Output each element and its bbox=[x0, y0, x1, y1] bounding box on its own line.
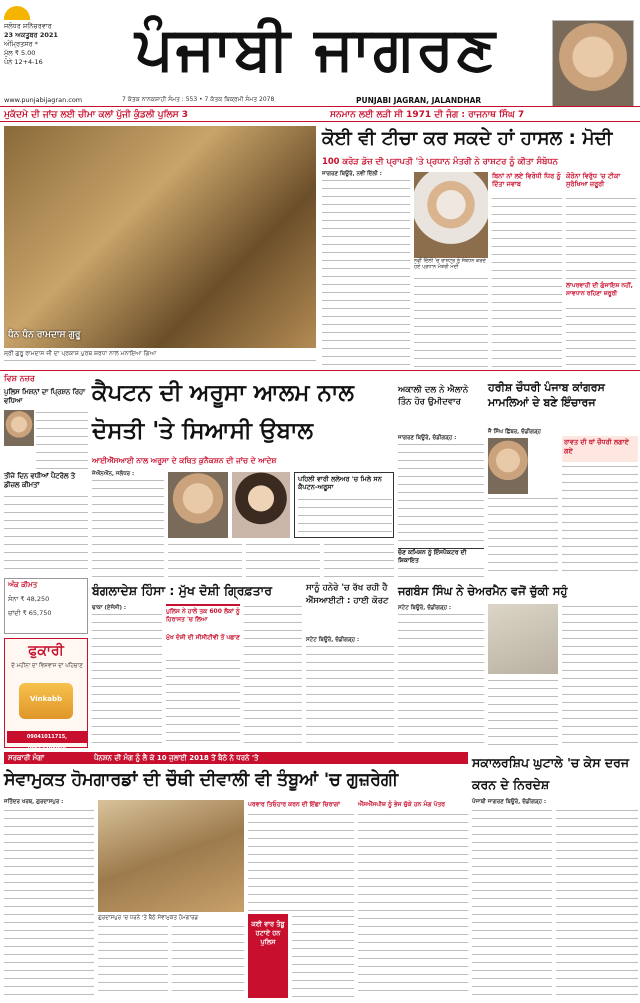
modi-body-col2 bbox=[414, 276, 488, 368]
modi-body-col3 bbox=[492, 196, 562, 368]
bangladesh-bullets bbox=[166, 604, 240, 656]
modi-headline: ਕੋਈ ਵੀ ਟੀਚਾ ਕਰ ਸਕਦੇ ਹਾਂ ਹਾਸਲ : ਮੋਦੀ bbox=[322, 128, 613, 149]
website-link[interactable]: www.punjabijagran.com bbox=[4, 96, 83, 104]
jagbans-body-col1 bbox=[398, 612, 484, 748]
scholarship-headline: ਸਕਾਲਰਸ਼ਿਪ ਘੁਟਾਲੇ 'ਚ ਕੇਸ ਦਰਜ ਕਰਨ ਦੇ ਨਿਰਦੇਸ਼ bbox=[472, 755, 630, 792]
homeguards-dateline: ਜਤਿੰਦਰ ਖਰਬ, ਗੁਰਦਾਸਪੁਰ : bbox=[4, 799, 64, 805]
homeguards-body-col5 bbox=[292, 914, 354, 998]
aroosa-dateline: ਜੇਐੱਨਐੱਨ, ਜਲੰਧਰ : bbox=[92, 471, 135, 477]
bangladesh-dateline: ਢਾਕਾ (ਏਜੰਸੀ) : bbox=[92, 605, 127, 611]
ad-box[interactable] bbox=[4, 638, 88, 752]
homeguards-sub2: ਐੱਸਐੱਸਪੀਜ਼ ਨੂੰ ਭੇਜ ਚੁੱਕੇ ਹਨ ਮੰਗ ਪੱਤਰ bbox=[358, 801, 446, 808]
side-item-1-photo bbox=[4, 410, 34, 446]
modi-side-3: ਲਾਪਰਵਾਹੀ ਦੀ ਗੁੰਜਾਇਸ਼ ਨਹੀਂ, ਸਾਵਧਾਨ ਰਹਿਣਾ ਜ਼ਰੂਰੀ bbox=[566, 282, 633, 297]
harish-box-title: ਰਾਵਤ ਦੀ ਥਾਂ ਚੌਧਰੀ ਲਗਾਏ ਗਏ bbox=[564, 438, 629, 455]
jagbans-body-col2 bbox=[488, 678, 558, 748]
aroosa-subhead: ਆਈਐੱਸਆਈ ਨਾਲ ਅਰੂਸਾ ਦੇ ਕਥਿਤ ਕੁਨੈਕਸ਼ਨ ਦੀ ਜਾਂਚ ਦੇ ਆਦੇਸ਼ bbox=[92, 456, 277, 465]
masthead-title: ਪੰਜਾਬੀ ਜਾਗਰਣ bbox=[135, 14, 497, 84]
modi-body-col1 bbox=[322, 178, 410, 368]
aroosa-body-col1 bbox=[92, 478, 164, 578]
bangladesh-headline: ਬੰਗਲਾਦੇਸ਼ ਹਿੰਸਾ : ਮੁੱਖ ਦੋਸ਼ੀ ਗ੍ਰਿਫ਼ਤਾਰ bbox=[92, 583, 272, 598]
homeguards-body-col2 bbox=[98, 924, 168, 998]
gold-price: ਸੋਨਾ ₹ 48,250 bbox=[8, 595, 50, 603]
teaser-2[interactable]: ਸਨਮਾਨ ਲਈ ਲੜੀ ਸੀ 1971 ਦੀ ਜੰਗ : ਰਾਜਨਾਥ ਸਿੰਘ 7 bbox=[330, 110, 525, 120]
akali-body bbox=[398, 442, 484, 546]
harish-box bbox=[562, 436, 638, 462]
masthead bbox=[0, 0, 640, 120]
divider bbox=[0, 370, 640, 371]
modi-photo-caption: ਨਵੀਂ ਦਿੱਲੀ 'ਚ ਰਾਸ਼ਟਰ ਨੂੰ ਸੰਬੋਧਨ ਕਰਦੇ ਹੋਏ ਪ੍ਰਧਾਨ ਮੰਤਰੀ ਮੋਦੀ bbox=[414, 258, 486, 270]
side-column-label: ਵਿਸ਼ ਨਜ਼ਰ bbox=[4, 374, 35, 383]
harish-body-col2 bbox=[562, 464, 638, 578]
aroosa-body-col3 bbox=[246, 542, 320, 578]
captain-photo bbox=[168, 472, 228, 538]
homeguards-label: ਸਰਕਾਰੀ ਮੰਗਾਂ bbox=[8, 754, 45, 762]
homeguards-strap bbox=[4, 752, 468, 764]
modi-side-2: ਕੋਰੋਨਾ ਵਿਰੁੱਧ 'ਚ ਟੀਕਾ ਸੁਰੱਖਿਆ ਜ਼ਰੂਰੀ bbox=[566, 172, 621, 188]
scholarship-body-col2 bbox=[556, 808, 638, 998]
bangladesh-body-col2 bbox=[166, 658, 240, 748]
akali-headline: ਅਕਾਲੀ ਦਲ ਨੇ ਐਲਾਨੇ ਤਿੰਨ ਹੋਰ ਉਮੀਦਵਾਰ bbox=[398, 385, 469, 407]
ad-brand: ਫੁਕਾਰੀ bbox=[28, 643, 64, 659]
scholarship-dateline: ਪੰਜਾਬੀ ਜਾਗਰਣ ਬਿਊਰੋ, ਚੰਡੀਗੜ੍ਹ : bbox=[472, 799, 547, 805]
lead-photo-caption: ਧੰਨ ਧੰਨ ਰਾਮਦਾਸ ਗੁਰੂ bbox=[8, 330, 81, 340]
ad-product: Vinkabb bbox=[29, 695, 63, 703]
bangladesh-bullet-2: ਮੁੱਖ ਦੋਸ਼ੀ ਦੀ ਸੀਸੀਟੀਵੀ ਤੋਂ ਪਛਾਣ bbox=[166, 634, 240, 641]
homeguards-box-title: ਕਈ ਵਾਰ ਤੰਬੂ ਹਟਾਏ ਹਨ ਪੁਲਿਸ bbox=[251, 920, 285, 946]
aroosa-body-col4 bbox=[324, 542, 394, 578]
akali-box-text bbox=[398, 566, 484, 578]
homeguards-photo-caption: ਗੁਰਦਾਸਪੁਰ 'ਚ ਧਰਨੇ 'ਤੇ ਬੈਠੇ ਸੇਵਾਮੁਕਤ ਹੋਮਗਾਰਡ bbox=[98, 915, 199, 921]
silver-price: ਚਾਂਦੀ ₹ 65,750 bbox=[8, 609, 52, 617]
homeguards-sub1: ਪਰਵਾਰ ਤਿਓਹਾਰ ਕਰਨ ਦੀ ਇੱਛਾ ਚਿਰਾਗਾਂ bbox=[248, 801, 340, 808]
harish-photo bbox=[488, 438, 528, 494]
aroosa-headline: ਕੈਪਟਨ ਦੀ ਅਰੂਸਾ ਆਲਮ ਨਾਲ ਦੋਸਤੀ 'ਤੇ ਸਿਆਸੀ ਉਬਾਲ bbox=[92, 380, 354, 444]
akali-dateline: ਜਾਗਰਣ ਬਿਊਰੋ, ਚੰਡੀਗੜ੍ਹ : bbox=[398, 435, 457, 441]
side-item-2-text bbox=[4, 494, 88, 574]
homeguards-box bbox=[248, 914, 288, 998]
aroosa-box-text bbox=[298, 497, 392, 537]
market-label: ਅੰਕ ਕੀਮਤ bbox=[8, 581, 38, 589]
bangladesh-bullet-1: ਪੁਲਿਸ ਨੇ ਹਾਲੇ ਤਕ 600 ਲੋਕਾਂ ਨੂੰ ਹਿਰਾਸਤ 'ਚ ਲਿਆ bbox=[166, 608, 240, 623]
homeguards-body-col6 bbox=[358, 812, 468, 998]
homeguards-headline: ਸੇਵਾਮੁਕਤ ਹੋਮਗਾਰਡਾਂ ਦੀ ਚੌਥੀ ਦੀਵਾਲੀ ਵੀ ਤੰਬੂਆਂ 'ਚ ਗੁਜ਼ਰੇਗੀ bbox=[4, 770, 399, 790]
teaser-1[interactable]: ਮੁਕੱਦਮੇ ਦੀ ਜਾਂਚ ਲਈ ਚੀਮਾ ਕਲਾਂ ਪੁੱਜੀ ਕੁੰਡਲੀ ਪੁਲਿਸ 3 bbox=[4, 110, 188, 120]
lead-photo-text: ਸ੍ਰੀ ਗੁਰੂ ਰਾਮਦਾਸ ਜੀ ਦਾ ਪ੍ਰਕਾਸ਼ ਪੁਰਬ ਸ਼ਰਧਾ ਨਾਲ ਮਨਾਇਆ ਗਿਆ bbox=[4, 350, 157, 357]
ad-text: ਦੇ ਮਹੀਨਾ ਦਾ ਵਿਸ਼ਵਾਸ ਦਾ ਪਹਿਚਾਣ bbox=[11, 663, 83, 669]
aroosa-box-title: ਪਹਿਲੀ ਵਾਰੀ ਲਲੇਅਰ 'ਚ ਮਿਲੇ ਸਨ ਕੈਪਟਨ-ਅਰੂਸਾ bbox=[298, 475, 382, 491]
aroosa-body-col2 bbox=[168, 542, 242, 578]
homeguards-body-col1 bbox=[4, 808, 94, 998]
date-info: ਜਲੰਧਰ ਸ਼ਨਿੱਚਰਵਾਰ 23 ਅਕਤੂਬਰ 2021 ਅੰਮ੍ਰਿਤਸਰ * ਮੁੱਲ ₹ 5.00 ਪੰਨੇ 12+4-16 bbox=[4, 22, 58, 66]
homeguards-body-col4 bbox=[248, 812, 354, 912]
court-headline: ਸਾਨੂੰ ਹਨੇਰੇ 'ਚ ਰੱਖ ਰਹੀ ਹੈ ਐੱਸਆਈਟੀ : ਹਾਈ ਕੋਰਟ bbox=[306, 583, 389, 606]
teaser-strip bbox=[0, 106, 640, 122]
scholarship-body-col1 bbox=[472, 808, 552, 998]
ad-phone: 09041011715, 09653398908 bbox=[7, 731, 87, 743]
aroosa-photo bbox=[232, 472, 290, 538]
calendar-info: 7 ਕੱਤਕ ਨਾਨਕਸ਼ਾਹੀ ਸੰਮਤ : 553 • 7 ਕੱਤਕ ਬਿਕ੍ਰਮੀ ਸੰਮਤ 2078 bbox=[122, 96, 275, 103]
aroosa-box bbox=[294, 472, 394, 538]
court-body bbox=[306, 644, 394, 748]
jagbans-headline: ਜਗਬੰਸ ਸਿੰਘ ਨੇ ਚੇਅਰਮੈਨ ਵਜੋਂ ਚੁੱਕੀ ਸਹੁੰ bbox=[398, 584, 568, 598]
bangladesh-body-col3 bbox=[244, 604, 302, 748]
lead-photo-text-lines bbox=[4, 358, 316, 368]
harish-byline: ਜੈ ਸਿੰਘ ਛਿੱਬਰ, ਚੰਡੀਗੜ੍ਹ bbox=[488, 429, 541, 435]
homeguards-photo bbox=[98, 800, 244, 912]
modi-body-col5 bbox=[566, 306, 636, 368]
side-item-1-text bbox=[36, 410, 88, 470]
court-dateline: ਸਟੇਟ ਬਿਊਰੋ, ਚੰਡੀਗੜ੍ਹ : bbox=[306, 637, 360, 643]
lead-photo bbox=[4, 126, 316, 348]
side-item-2-title: ਤੀਜੇ ਦਿਨ ਵਧੀਆਂ ਪੈਟਰੋਲ ਤੇ ਡੀਜ਼ਲ ਕੀਮਤਾਂ bbox=[4, 472, 76, 489]
edition-name: PUNJABI JAGRAN, JALANDHAR bbox=[356, 96, 482, 105]
jagbans-photo bbox=[488, 604, 558, 674]
side-item-1-title: ਪੁਲਿਸ ਮਿਸ਼ਨਾਂ ਦਾ ਪ੍ਰਿਸ਼ਨ ਰਿਹਾ ਵਧਿਆ bbox=[4, 388, 86, 405]
homeguards-body-col3 bbox=[172, 924, 244, 998]
modi-dateline: ਜਾਗਰਣ ਬਿਊਰੋ, ਨਵੀਂ ਦਿੱਲੀ : bbox=[322, 171, 382, 177]
modi-side-1: ਬਿਨਾਂ ਨਾਂ ਲਏ ਵਿਰੋਧੀ ਧਿਰ ਨੂੰ ਦਿੱਤਾ ਜਵਾਬ bbox=[492, 172, 561, 188]
logo-icon bbox=[4, 6, 30, 20]
modi-photo bbox=[414, 172, 488, 258]
jagbans-body-col3 bbox=[562, 604, 638, 748]
market-box bbox=[4, 578, 88, 634]
akali-box-title: ਚੋਣ ਕਮਿਸ਼ਨ ਨੂੰ ਇੰਸਪੈਕਟਰ ਦੀ ਸ਼ਿਕਾਇਤ bbox=[398, 548, 484, 566]
modi-body-col4 bbox=[566, 196, 636, 280]
jagbans-dateline: ਸਟੇਟ ਬਿਊਰੋ, ਚੰਡੀਗੜ੍ਹ : bbox=[398, 605, 452, 611]
homeguards-strapline: ਪੈਨਸ਼ਨ ਦੀ ਮੰਗ ਨੂੰ ਲੈ ਕੇ 10 ਜੁਲਾਈ 2018 ਤੋਂ ਬੈਠੇ ਨੇ ਧਰਨੇ 'ਤੇ bbox=[94, 754, 259, 762]
bangladesh-body-col1 bbox=[92, 612, 162, 748]
rajnath-photo bbox=[552, 20, 634, 112]
harish-headline: ਹਰੀਸ਼ ਚੌਧਰੀ ਪੰਜਾਬ ਕਾਂਗਰਸ ਮਾਮਲਿਆਂ ਦੇ ਬਣੇ ਇੰਚਾਰਜ bbox=[488, 381, 605, 409]
harish-body-col1 bbox=[488, 496, 558, 578]
modi-subhead: 100 ਕਰੋੜ ਡੋਜ਼ ਦੀ ਪ੍ਰਾਪਤੀ 'ਤੇ ਪ੍ਰਧਾਨ ਮੰਤਰੀ ਨੇ ਰਾਸ਼ਟਰ ਨੂੰ ਕੀਤਾ ਸੰਬੋਧਨ bbox=[322, 156, 558, 166]
